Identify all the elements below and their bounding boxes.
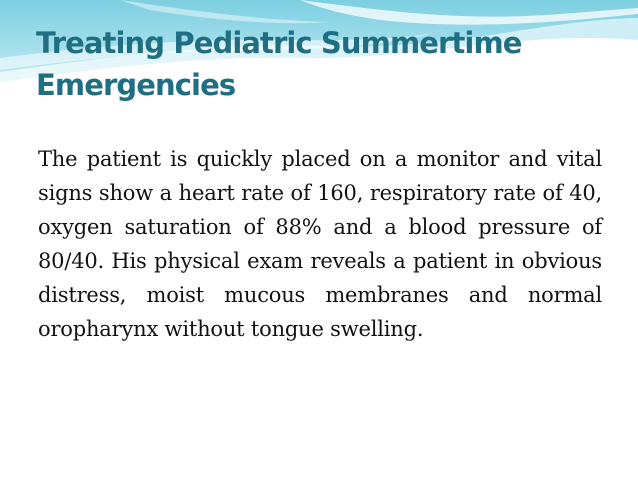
slide-title: Treating Pediatric Summertime Emergencies xyxy=(36,26,522,102)
slide-body-text: The patient is quickly placed on a monitor and vital signs show a heart rate of 160, respiratory rate of 40, oxygen saturation of 88% and a blood pressure of 80/40. His physical exam reveals a patient in obvious distress, moist mucous membranes and normal oropharynx without tongue swelling. xyxy=(38,147,602,341)
